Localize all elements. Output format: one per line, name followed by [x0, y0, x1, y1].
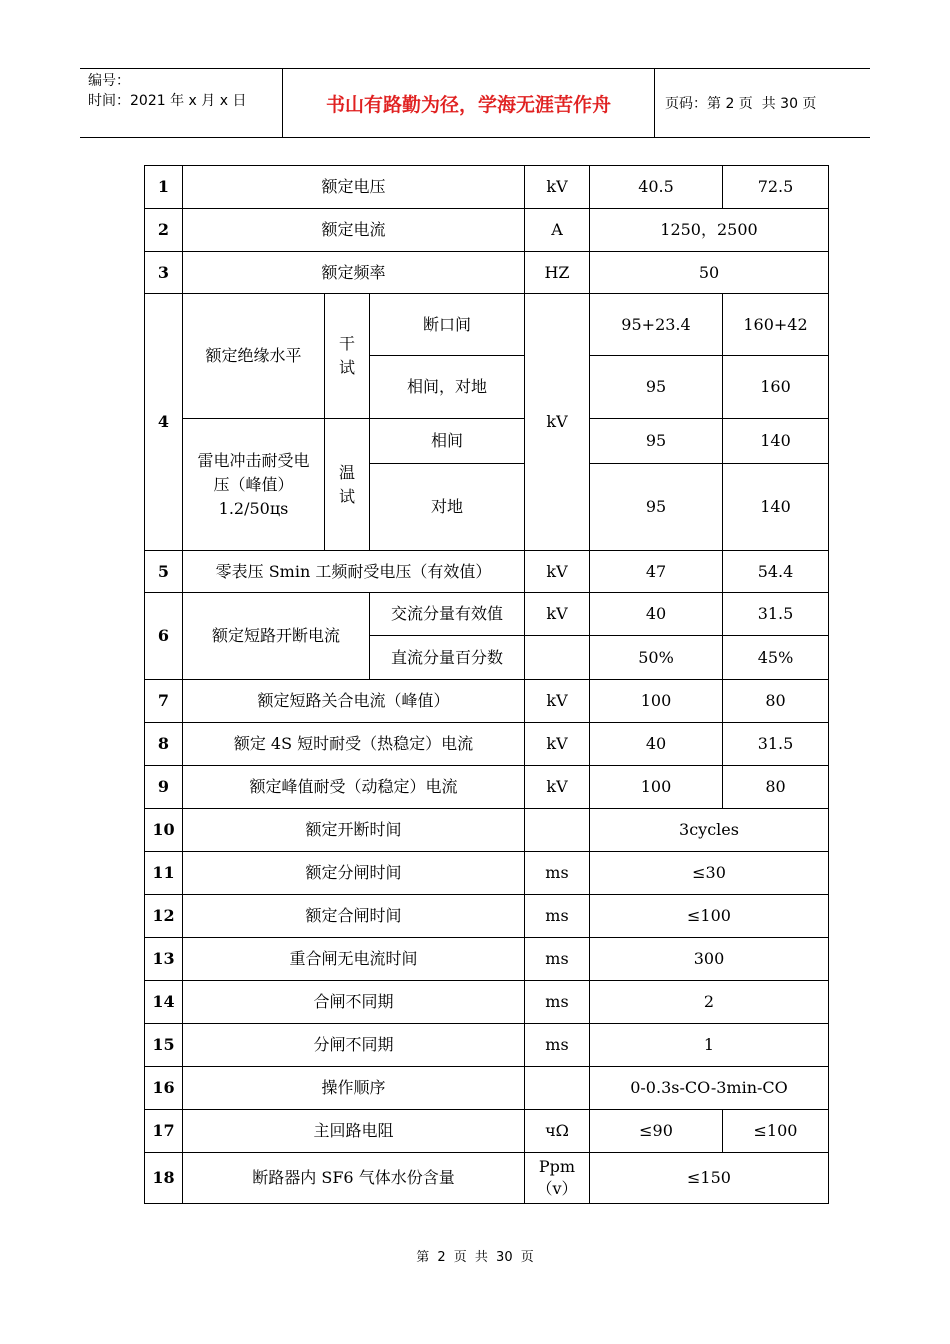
value-cell: 47: [590, 551, 723, 593]
value-cell: 2: [590, 981, 829, 1024]
table-row: [145, 938, 829, 981]
sub-param: 断口间: [370, 294, 525, 356]
param-name: 额定频率: [183, 252, 525, 294]
sub-param: 相间: [370, 419, 525, 464]
page-footer: 第 2 页 共 30 页: [416, 1250, 534, 1265]
unit-cell: чΩ: [525, 1110, 590, 1153]
table-row: [145, 294, 829, 356]
table-row: [145, 1024, 829, 1067]
value-cell: 72.5: [723, 166, 829, 209]
param-name: 操作顺序: [183, 1067, 525, 1110]
unit-cell: [525, 636, 590, 680]
row-number: 13: [145, 938, 183, 981]
sub-param: 相间，对地: [370, 356, 525, 419]
unit-cell: kV: [525, 723, 590, 766]
unit-cell: ms: [525, 1024, 590, 1067]
unit-cell: kV: [525, 680, 590, 723]
value-cell: 140: [723, 419, 829, 464]
param-name: 额定合闸时间: [183, 895, 525, 938]
param-name: 额定 4S 短时耐受（热稳定）电流: [183, 723, 525, 766]
time-label: 时间：2021 年 x 月 x 日: [88, 93, 247, 109]
table-row: [145, 895, 829, 938]
value-cell: 160+42: [723, 294, 829, 356]
row-number: 9: [145, 766, 183, 809]
param-name: 重合闸无电流时间: [183, 938, 525, 981]
param-name: 断路器内 SF6 气体水份含量: [183, 1153, 525, 1204]
row-number: 17: [145, 1110, 183, 1153]
unit-cell: Ppm（v）: [525, 1153, 590, 1204]
row-number: 6: [145, 593, 183, 680]
spec-table: [144, 165, 829, 1204]
value-cell: 160: [723, 356, 829, 419]
unit-cell: kV: [525, 294, 590, 551]
unit-cell: HZ: [525, 252, 590, 294]
page-info-text: 页码：第 2 页 共 30 页: [665, 96, 817, 112]
value-cell: 50: [590, 252, 829, 294]
header-motto: 书山有路勤为径，学海无涯苦作舟: [325, 93, 611, 116]
value-cell: 31.5: [723, 723, 829, 766]
table-row: [145, 1153, 829, 1204]
unit-cell: kV: [525, 593, 590, 636]
value-cell: 1: [590, 1024, 829, 1067]
table-row: [145, 419, 829, 464]
table-row: [145, 809, 829, 852]
param-name: 零表压 Smin 工频耐受电压（有效值）: [183, 551, 525, 593]
unit-cell: ms: [525, 981, 590, 1024]
unit-cell: [525, 809, 590, 852]
unit-cell: kV: [525, 166, 590, 209]
sub-param: 直流分量百分数: [370, 636, 525, 680]
value-cell: 100: [590, 766, 723, 809]
table-row: [145, 166, 829, 209]
table-row: [145, 1067, 829, 1110]
unit-cell: ms: [525, 852, 590, 895]
value-cell: ≤100: [723, 1110, 829, 1153]
header-divider: [654, 69, 655, 137]
row-number: 7: [145, 680, 183, 723]
value-cell: ≤150: [590, 1153, 829, 1204]
value-cell: 95+23.4: [590, 294, 723, 356]
table-row: [145, 723, 829, 766]
param-name: 额定绝缘水平: [183, 294, 325, 419]
row-number: 8: [145, 723, 183, 766]
value-cell: 54.4: [723, 551, 829, 593]
table-row: [145, 680, 829, 723]
row-number: 11: [145, 852, 183, 895]
row-number: 12: [145, 895, 183, 938]
value-cell: 50%: [590, 636, 723, 680]
value-cell: 40.5: [590, 166, 723, 209]
param-name: 额定短路关合电流（峰值）: [183, 680, 525, 723]
param-name: 合闸不同期: [183, 981, 525, 1024]
value-cell: 31.5: [723, 593, 829, 636]
table-row: [145, 852, 829, 895]
unit-cell: ms: [525, 938, 590, 981]
header-page-info: [665, 69, 816, 137]
unit-cell: ms: [525, 895, 590, 938]
value-cell: ≤100: [590, 895, 829, 938]
value-cell: 45%: [723, 636, 829, 680]
param-name: 额定电流: [183, 209, 525, 252]
row-number: 3: [145, 252, 183, 294]
table-row: [145, 252, 829, 294]
unit-cell: A: [525, 209, 590, 252]
page-header: [80, 68, 870, 138]
unit-cell: kV: [525, 766, 590, 809]
value-cell: 80: [723, 766, 829, 809]
header-meta: [88, 71, 283, 111]
unit-cell: kV: [525, 551, 590, 593]
table-row: [145, 766, 829, 809]
value-cell: 95: [590, 419, 723, 464]
value-cell: 80: [723, 680, 829, 723]
param-name: 主回路电阻: [183, 1110, 525, 1153]
row-number: 10: [145, 809, 183, 852]
table-row: [145, 1110, 829, 1153]
value-cell: ≤30: [590, 852, 829, 895]
row-number: 1: [145, 166, 183, 209]
sub-param: 交流分量有效值: [370, 593, 525, 636]
param-name: 额定电压: [183, 166, 525, 209]
param-name: 雷电冲击耐受电压（峰值）1.2/50цs: [183, 419, 325, 551]
value-cell: 3cycles: [590, 809, 829, 852]
value-cell: 140: [723, 464, 829, 551]
test-type: 温试: [325, 419, 370, 551]
table-row: [145, 593, 829, 636]
row-number: 4: [145, 294, 183, 551]
row-number: 2: [145, 209, 183, 252]
test-type: 干试: [325, 294, 370, 419]
table-row: [145, 551, 829, 593]
row-number: 16: [145, 1067, 183, 1110]
value-cell: 95: [590, 464, 723, 551]
row-number: 15: [145, 1024, 183, 1067]
value-cell: 95: [590, 356, 723, 419]
value-cell: 40: [590, 723, 723, 766]
value-cell: 40: [590, 593, 723, 636]
param-name: 分闸不同期: [183, 1024, 525, 1067]
value-cell: 100: [590, 680, 723, 723]
row-number: 14: [145, 981, 183, 1024]
table-row: [145, 209, 829, 252]
param-name: 额定开断时间: [183, 809, 525, 852]
param-name: 额定短路开断电流: [183, 593, 370, 680]
value-cell: 1250，2500: [590, 209, 829, 252]
value-cell: 300: [590, 938, 829, 981]
unit-cell: [525, 1067, 590, 1110]
value-cell: ≤90: [590, 1110, 723, 1153]
table-row: [145, 981, 829, 1024]
row-number: 5: [145, 551, 183, 593]
sub-param: 对地: [370, 464, 525, 551]
row-number: 18: [145, 1153, 183, 1204]
value-cell: 0-0.3s-CO-3min-CO: [590, 1067, 829, 1110]
param-name: 额定分闸时间: [183, 852, 525, 895]
code-label: 编号：: [88, 73, 130, 89]
param-name: 额定峰值耐受（动稳定）电流: [183, 766, 525, 809]
